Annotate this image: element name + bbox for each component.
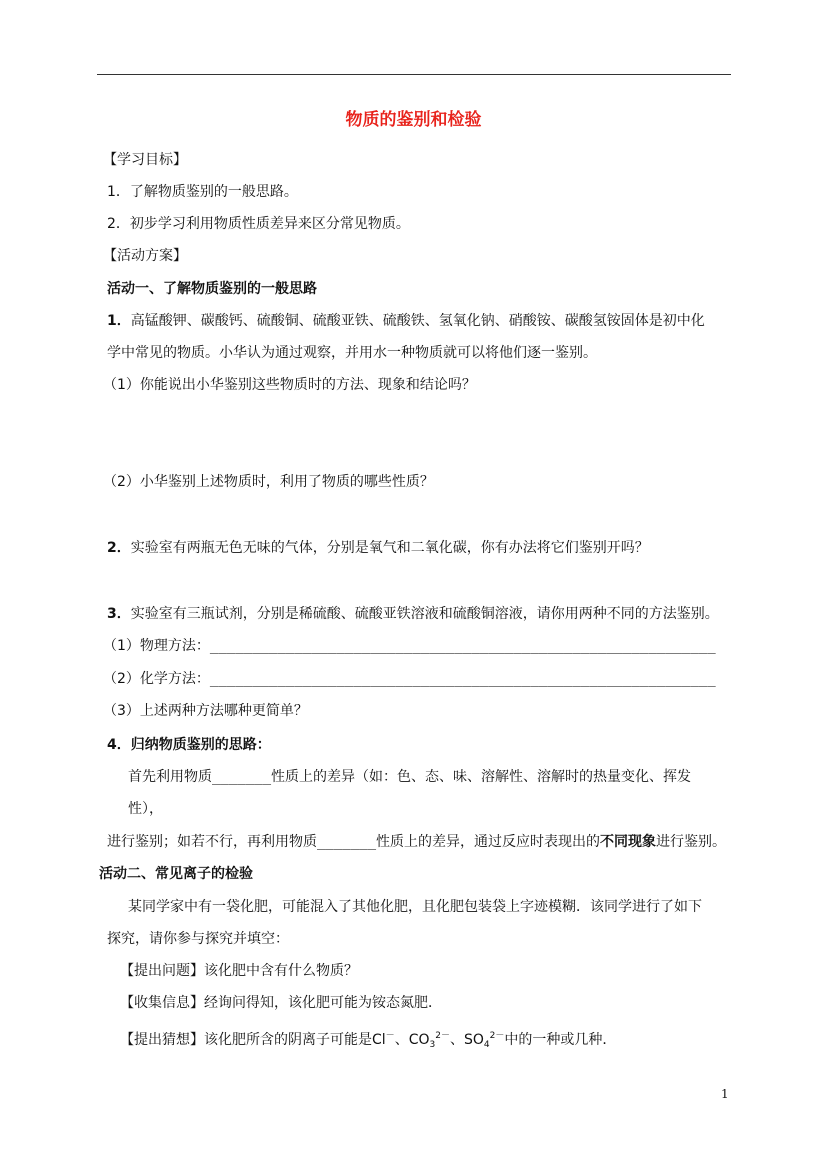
activity-2-title: 活动二、常见离子的检验 [99, 866, 253, 882]
para-2-start: 进行鉴别；如若不行，再利用物质 [107, 834, 317, 850]
raise-question-text: 该化肥中含有什么物质？ [204, 963, 358, 979]
raise-question [120, 961, 358, 981]
goal-2: 2．初步学习利用物质性质差异来区分常见物质。 [107, 216, 410, 232]
question-2-text: 实验室有两瓶无色无味的气体，分别是氧气和二氧化碳，你有办法将它们鉴别开吗？ [130, 540, 649, 556]
question-1-text: 高锰酸钾、碳酸钙、硫酸铜、硫酸亚铁、硫酸铁、氢氧化钠、硝酸铵、碳酸氢铵固体是初中化 [130, 313, 705, 329]
question-1-line-2: 学中常见的物质。小华认为通过观察，并用水一种物质就可以将他们逐一鉴别。 [107, 345, 597, 361]
hypothesis-end: 中的一种或几种． [504, 1032, 617, 1048]
question-1-number: 1． [107, 313, 131, 329]
question-4-para-1-end: 性）， [128, 801, 163, 817]
question-2 [107, 538, 649, 558]
activity-1-title: 活动一、了解物质鉴别的一般思路 [107, 281, 317, 297]
chemical-method-blank: ____________________________________________________________ [209, 671, 716, 687]
physical-method-label: （1）物理方法： [103, 638, 210, 654]
collect-info-text: 经询问得知，该化肥可能为铵态氮肥． [204, 995, 442, 1011]
ion-sulfate: $SO_4^{2-}$ [463, 1031, 505, 1050]
plan-header: 【活动方案】 [103, 248, 187, 264]
goals-header: 【学习目标】 [103, 152, 187, 168]
question-3-sub-3: （3）上述两种方法哪种更简单？ [103, 703, 308, 719]
activity-2-para-1-line-2: 探究，请你参与探究并填空： [107, 931, 289, 947]
different-phenomena: 不同现象 [600, 834, 657, 850]
goal-1: 1．了解物质鉴别的一般思路。 [107, 184, 298, 200]
physical-method-blank: ____________________________________________________________ [209, 638, 716, 654]
hypothesis: 【提出猜想】该化肥所含的阴离子可能是Cl－、$CO_3^{2-}$、$SO_4^{2-}$中的一种或几种． [120, 1031, 617, 1050]
header-rule [97, 74, 731, 75]
ion-chloride: Cl－ [372, 1031, 395, 1048]
hypothesis-label: 【提出猜想】 [120, 1032, 204, 1048]
question-2-number: 2． [107, 540, 131, 556]
page-number: 1 [721, 1087, 729, 1101]
chemical-method-label: （2）化学方法： [103, 671, 210, 687]
hypothesis-text: 该化肥所含的阴离子可能是 [204, 1032, 372, 1048]
para-1-start: 首先利用物质 [128, 769, 212, 785]
para-2-end: 进行鉴别。 [656, 834, 727, 850]
question-1-sub-2: （2）小华鉴别上述物质时，利用了物质的哪些性质？ [103, 474, 434, 490]
blank-1: _______ [212, 769, 272, 785]
question-3 [107, 604, 719, 624]
collect-info-label: 【收集信息】 [120, 995, 204, 1011]
question-1-sub-1: （1）你能说出小华鉴别这些物质时的方法、现象和结论吗？ [103, 377, 476, 393]
question-4-para-1 [128, 767, 691, 787]
ion-carbonate: $CO_3^{2-}$ [408, 1031, 450, 1050]
activity-2-para-1: 某同学家中有一袋化肥，可能混入了其他化肥，且化肥包装袋上字迹模糊．该同学进行了如下 [128, 899, 702, 915]
para-1-rest: 性质上的差异（如：色、态、味、溶解性、溶解时的热量变化、挥发 [271, 769, 692, 785]
question-1 [107, 311, 705, 331]
page-title: 物质的鉴别和检验 [345, 110, 482, 130]
blank-2: _______ [317, 834, 377, 850]
question-3-sub-2 [103, 669, 716, 689]
question-4-title: 4．归纳物质鉴别的思路： [107, 737, 271, 753]
question-3-text: 实验室有三瓶试剂，分别是稀硫酸、硫酸亚铁溶液和硫酸铜溶液，请你用两种不同的方法鉴别。 [130, 606, 719, 622]
question-4-para-2 [107, 832, 726, 852]
para-2-middle: 性质上的差异，通过反应时表现出的 [376, 834, 601, 850]
raise-question-label: 【提出问题】 [120, 963, 204, 979]
question-3-sub-1 [103, 636, 716, 656]
question-3-number: 3． [107, 606, 131, 622]
collect-info [120, 993, 442, 1013]
